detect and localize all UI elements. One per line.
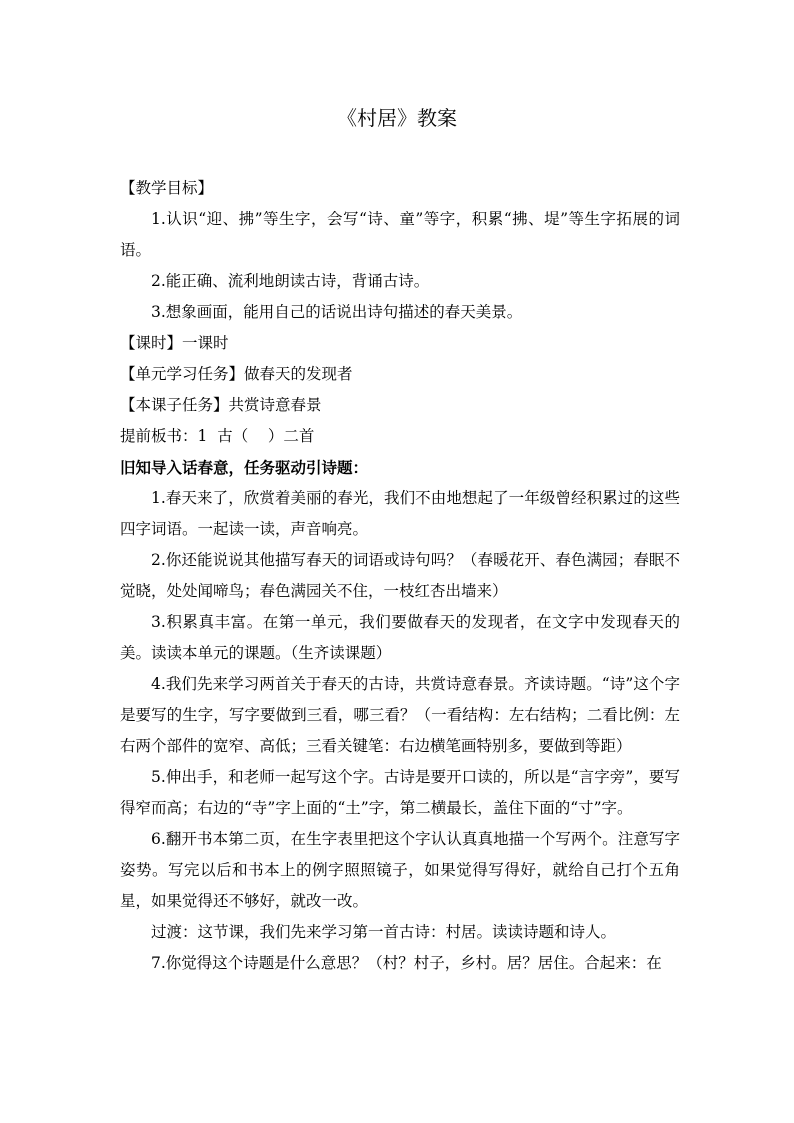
- section-heading-introduction: 旧知导入话春意，任务驱动引诗题：: [120, 458, 369, 477]
- document-body: [120, 173, 680, 979]
- objective-item: 2.能正确、流利地朗读古诗，背诵古诗。: [151, 272, 430, 290]
- objective-item: 1.认识“迎、拂”等生字，会写“诗、童”等字，积累“拂、堤”等生字拓展的词语。: [120, 210, 680, 259]
- objective-item: 3.想象画面，能用自己的话说出诗句描述的春天美景。: [151, 303, 523, 321]
- transition-note: 过渡：这节课，我们先来学习第一首古诗：村居。读读诗题和诗人。: [151, 923, 617, 941]
- board-note: 提前板书：1 古（ ）二首: [120, 427, 315, 445]
- procedure-step: 4.我们先来学习两首关于春天的古诗，共赏诗意春景。齐读诗题。“诗”这个字是要写的生字，写字要做到三看，哪三看？（一看结构：左右结构；二看比例：左右两个部件的宽窄、高低；三看关键笔：右边横笔画特别多，要做到等距）: [120, 675, 680, 755]
- section-heading-subtask: 【本课子任务】共赏诗意春景: [120, 396, 322, 414]
- procedure-step: 6.翻开书本第二页，在生字表里把这个字认认真真地描一个写两个。注意写字姿势。写完以后和书本上的例字照照镜子，如果觉得写得好，就给自己打个五角星，如果觉得还不够好，就改一改。: [120, 830, 680, 910]
- procedure-step: 7.你觉得这个诗题是什么意思？（村？村子，乡村。居？居住。合起来：在: [151, 954, 662, 972]
- section-heading-unit-task: 【单元学习任务】做春天的发现者: [120, 365, 353, 383]
- section-heading-objectives: 【教学目标】: [120, 179, 214, 197]
- procedure-step: 5.伸出手，和老师一起写这个字。古诗是要开口读的，所以是“言字旁”，要写得窄而高；右边的“寺”字上面的“土”字，第二横最长，盖住下面的“寸”字。: [120, 768, 680, 817]
- procedure-step: 2.你还能说说其他描写春天的词语或诗句吗？（春暖花开、春色满园；春眠不觉晓，处处闻啼鸟；春色满园关不住，一枝红杏出墙来）: [120, 551, 680, 600]
- procedure-step: 3.积累真丰富。在第一单元，我们要做春天的发现者，在文字中发现春天的美。读读本单元的课题。（生齐读课题）: [120, 613, 680, 662]
- section-heading-lesson-time: 【课时】一课时: [120, 334, 229, 352]
- procedure-step: 1.春天来了，欣赏着美丽的春光，我们不由地想起了一年级曾经积累过的这些四字词语。一起读一读，声音响亮。: [120, 489, 680, 538]
- document-title: 《村居》教案: [337, 106, 457, 130]
